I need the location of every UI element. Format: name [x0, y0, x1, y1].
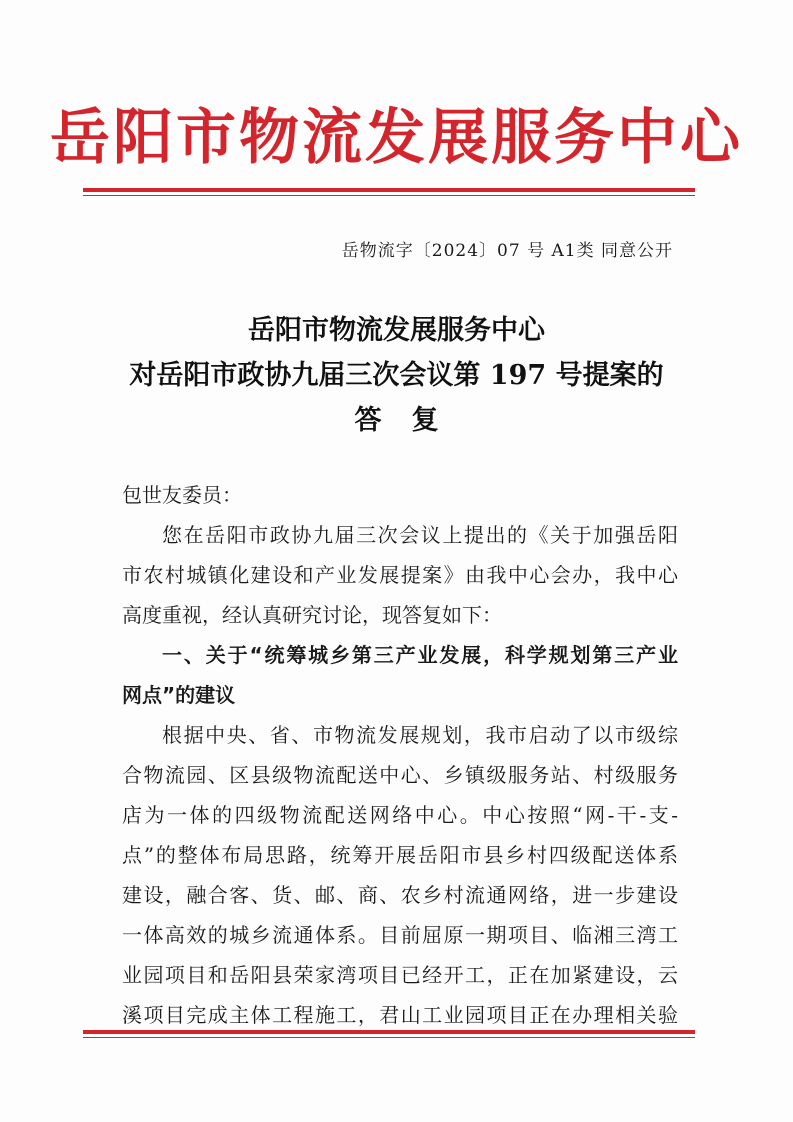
- title-line-1: 岳阳市物流发展服务中心: [248, 315, 545, 346]
- divider-thick-line: [83, 188, 695, 192]
- title-line-3: 答复: [354, 405, 469, 436]
- footer-divider: [83, 1030, 695, 1038]
- letterhead-title: 岳阳市物流发展服务中心: [50, 103, 743, 173]
- paragraph-2-line-4: 点”的整体布局思路，统筹开展岳阳市县乡村四级配送体系: [122, 843, 678, 867]
- paragraph-2-line-7: 业园项目和岳阳县荣家湾项目已经开工，正在加紧建设，云: [122, 963, 678, 987]
- paragraph-2-line-2: 合物流园、区县级物流配送中心、乡镇级服务站、村级服务: [122, 763, 678, 787]
- paragraph-2-line-5: 建设，融合客、货、邮、商、农乡村流通网络，进一步建设: [122, 883, 678, 907]
- section-heading-line-2: 网点”的建议: [122, 683, 236, 707]
- document-title: [100, 308, 693, 443]
- document-body: [122, 475, 678, 1035]
- paragraph-1-line-3: 高度重视，经认真研究讨论，现答复如下：: [122, 603, 502, 627]
- divider-thin-line: [83, 195, 695, 196]
- paragraph-2-line-3: 店为一体的四级物流配送网络中心。中心按照“网-干-支-: [122, 803, 678, 827]
- paragraph-2-line-6: 一体高效的城乡流通体系。目前屈原一期项目、临湘三湾工: [122, 923, 678, 947]
- footer-divider-thin-line: [83, 1037, 695, 1038]
- footer-divider-thick-line: [83, 1030, 695, 1034]
- title-line-2: 对岳阳市政协九届三次会议第 197 号提案的: [129, 360, 664, 391]
- letterhead-divider: [83, 188, 695, 196]
- paragraph-2-line-8: 溪项目完成主体工程施工，君山工业园项目正在办理相关验: [122, 1003, 678, 1027]
- document-number: 岳物流字〔2024〕07 号 A1类 同意公开: [341, 241, 673, 261]
- paragraph-1-line-2: 市农村城镇化建设和产业发展提案》由我中心会办，我中心: [122, 563, 678, 587]
- paragraph-1-line-1: 您在岳阳市政协九届三次会议上提出的《关于加强岳阳: [162, 523, 678, 547]
- salutation: 包世友委员：: [122, 483, 242, 507]
- section-heading-line-1: 一、关于“统筹城乡第三产业发展，科学规划第三产业: [162, 643, 678, 667]
- paragraph-2-line-1: 根据中央、省、市物流发展规划，我市启动了以市级综: [162, 723, 678, 747]
